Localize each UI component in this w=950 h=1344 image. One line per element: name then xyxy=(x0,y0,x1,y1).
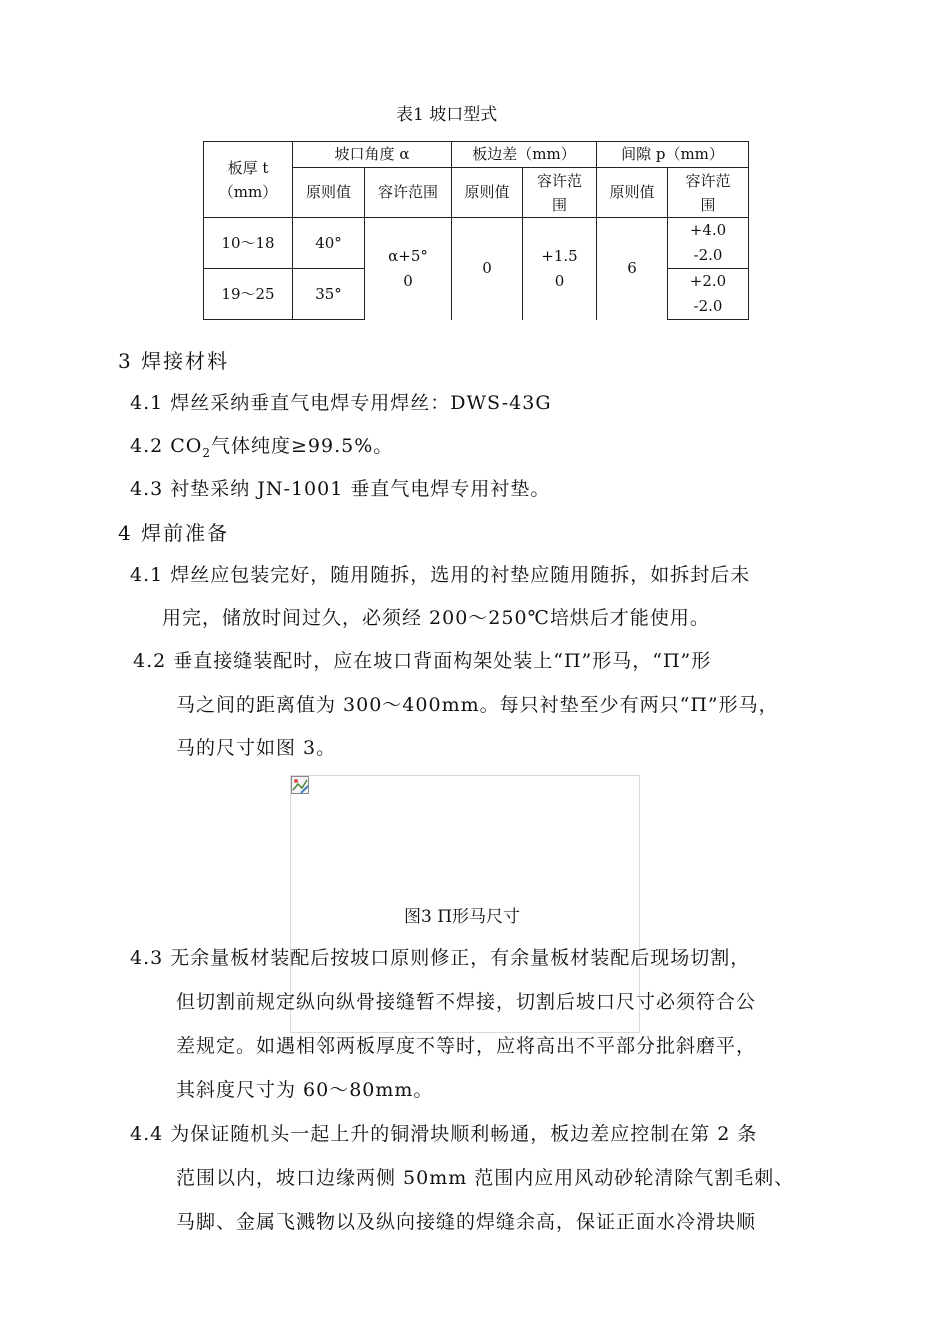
header-gap-tolerance: 容许范围 xyxy=(668,168,749,218)
header-edge-principle: 原则值 xyxy=(452,168,523,218)
para-4-4-line3: 马脚、金属飞溅物以及纵向接缝的焊缝余高，保证正面水冷滑块顺 xyxy=(176,1211,757,1233)
edge-tolerance-cell: +1.5 0 xyxy=(523,218,597,320)
para-4-1-line2: 用完，储放时间过久，必须经 200～250℃培烘后才能使用。 xyxy=(162,607,710,629)
para-4-3-line1: 4.3 无余量板材装配后按坡口原则修正，有余量板材装配后现场切割， xyxy=(130,947,751,969)
para-4-2-line3: 马的尺寸如图 3。 xyxy=(176,737,337,759)
para-4-1-line1: 4.1 焊丝应包装完好，随用随拆，选用的衬垫应随用随拆，如拆封后未 xyxy=(130,564,751,586)
row2-angle: 35° xyxy=(293,269,365,320)
broken-image-icon xyxy=(291,776,309,794)
para-4-3-line2: 但切割前规定纵向纵骨接缝暂不焊接，切割后坡口尺寸必须符合公 xyxy=(176,991,757,1013)
row1-gap-tolerance: +4.0 -2.0 xyxy=(668,218,749,269)
para-4-2-line1: 4.2 垂直接缝装配时，应在坡口背面构架处装上“Π”形马，“Π”形 xyxy=(133,650,712,672)
gap-principle-cell: 6 xyxy=(597,218,668,320)
angle-tolerance-cell: α+5° 0 xyxy=(365,218,452,320)
item-4-1-wire: 4.1 焊丝采纳垂直气电焊专用焊丝：DWS-43G xyxy=(130,392,552,414)
header-gap: 间隙 p（mm） xyxy=(597,142,749,168)
row2-gap-tolerance: +2.0 -2.0 xyxy=(668,269,749,320)
header-gap-principle: 原则值 xyxy=(597,168,668,218)
para-4-4-line1: 4.4 为保证随机头一起上升的铜滑块顺利畅通，板边差应控制在第 2 条 xyxy=(130,1123,758,1145)
groove-spec-table xyxy=(203,141,749,320)
table-caption: 表1 坡口型式 xyxy=(396,105,498,125)
para-4-4-line2: 范围以内，坡口边缘两侧 50mm 范围内应用风动砂轮清除气割毛刺、 xyxy=(176,1167,795,1189)
para-4-3-line3: 差规定。如遇相邻两板厚度不等时，应将高出不平部分批斜磨平， xyxy=(176,1035,757,1057)
header-thickness: 板厚 t（mm） xyxy=(204,142,293,218)
section-4-title: 4 焊前准备 xyxy=(118,521,230,545)
header-angle: 坡口角度 α xyxy=(293,142,452,168)
row2-thickness: 19～25 xyxy=(204,269,293,320)
item-4-2-co2: 4.2 $CO_2$气体纯度≥99.5%。 xyxy=(130,435,394,460)
section-3-title: 3 焊接材料 xyxy=(118,349,230,373)
edge-principle-cell: 0 xyxy=(452,218,523,320)
header-angle-tolerance: 容许范围 xyxy=(365,168,452,218)
para-4-2-line2: 马之间的距离值为 300～400mm。每只衬垫至少有两只“Π”形马， xyxy=(176,694,779,716)
header-edge-tolerance: 容许范围 xyxy=(523,168,597,218)
para-4-3-line4: 其斜度尺寸为 60～80mm。 xyxy=(176,1079,434,1101)
header-angle-principle: 原则值 xyxy=(293,168,365,218)
item-4-3-backing: 4.3 衬垫采纳 JN-1001 垂直气电焊专用衬垫。 xyxy=(130,478,551,500)
row1-thickness: 10～18 xyxy=(204,218,293,269)
figure-3-caption: 图3 Π形马尺寸 xyxy=(404,907,521,927)
row1-angle: 40° xyxy=(293,218,365,269)
header-edge-diff: 板边差（mm） xyxy=(452,142,597,168)
